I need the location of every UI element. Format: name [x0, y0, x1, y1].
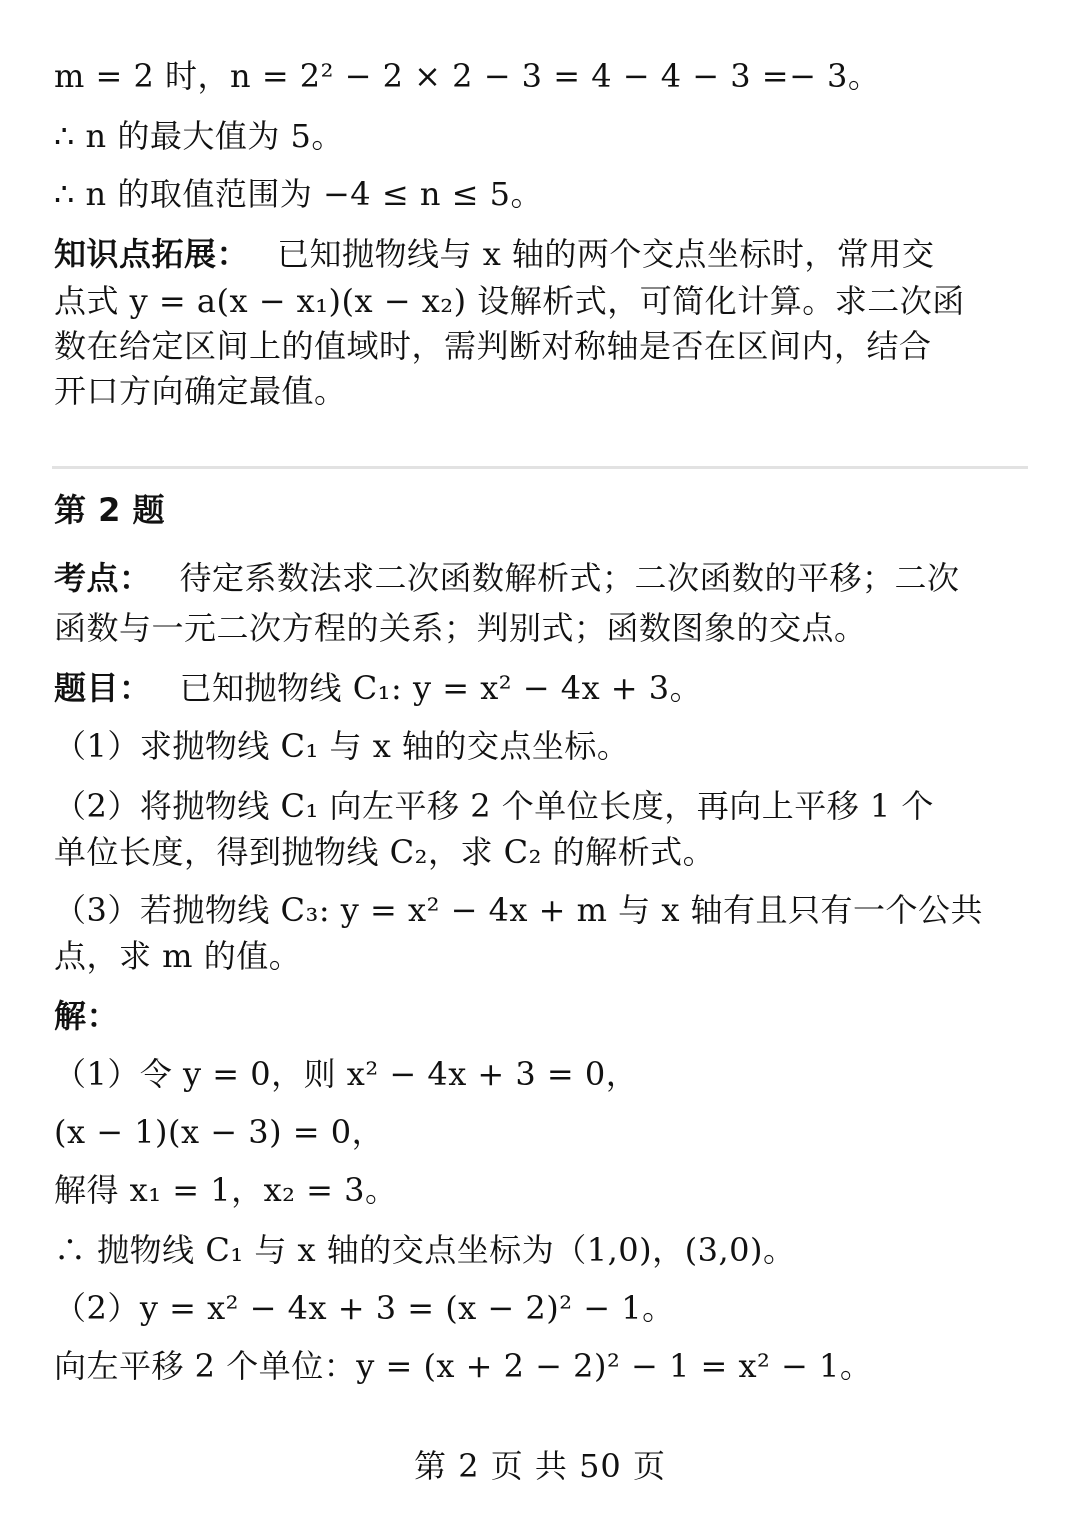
timu-label: 题目： — [54, 669, 152, 707]
question-3-line-2: 点，求 m 的值。 — [54, 937, 302, 975]
solution-label: 解： — [54, 997, 120, 1035]
solution-1-line-4: ∴ 抛物线 C₁ 与 x 轴的交点坐标为（1,0)，(3,0)。 — [54, 1231, 796, 1269]
knowledge-line-1 — [54, 230, 1026, 278]
knowledge-line-2: 点式 y = a(x − x₁)(x − x₂) 设解析式，可简化计算。求二次函 — [54, 282, 965, 320]
section-divider — [52, 466, 1028, 469]
knowledge-line-3: 数在给定区间上的值域时，需判断对称轴是否在区间内，结合 — [54, 327, 932, 365]
timu-line — [54, 664, 1026, 712]
knowledge-line-4: 开口方向确定最值。 — [54, 372, 347, 410]
question-2-line-2: 单位长度，得到抛物线 C₂，求 C₂ 的解析式。 — [54, 833, 716, 871]
prev-solution-line-3: ∴ n 的取值范围为 −4 ≤ n ≤ 5。 — [54, 175, 543, 213]
page-footer: 第 2 页 共 50 页 — [414, 1447, 666, 1485]
prev-solution-line-1: m = 2 时，n = 2² − 2 × 2 − 3 = 4 − 4 − 3 =− 3。 — [54, 57, 881, 95]
timu-text: 已知抛物线 C₁: y = x² − 4x + 3。 — [179, 669, 703, 707]
solution-2-line-1: （2）y = x² − 4x + 3 = (x − 2)² − 1。 — [54, 1289, 675, 1327]
solution-1-line-1: （1）令 y = 0，则 x² − 4x + 3 = 0， — [54, 1055, 639, 1093]
solution-2-line-2: 向左平移 2 个单位：y = (x + 2 − 2)² − 1 = x² − 1。 — [54, 1347, 873, 1385]
solution-1-line-3: 解得 x₁ = 1，x₂ = 3。 — [54, 1171, 398, 1209]
knowledge-label: 知识点拓展： — [54, 235, 250, 273]
problem-heading: 第 2 题 — [54, 491, 166, 529]
knowledge-text-1: 已知抛物线与 x 轴的两个交点坐标时，常用交 — [277, 235, 935, 273]
question-1: （1）求抛物线 C₁ 与 x 轴的交点坐标。 — [54, 727, 630, 765]
question-2-line-1: （2）将抛物线 C₁ 向左平移 2 个单位长度，再向上平移 1 个 — [54, 787, 934, 825]
kaodian-text-1: 待定系数法求二次函数解析式；二次函数的平移；二次 — [179, 559, 960, 597]
kaodian-line-2: 函数与一元二次方程的关系；判别式；函数图象的交点。 — [54, 609, 867, 647]
question-3-line-1: （3）若抛物线 C₃: y = x² − 4x + m 与 x 轴有且只有一个公共 — [54, 891, 984, 929]
kaodian-label: 考点： — [54, 559, 152, 597]
solution-1-line-2: (x − 1)(x − 3) = 0， — [54, 1113, 385, 1151]
kaodian-line-1 — [54, 554, 1026, 602]
prev-solution-line-2: ∴ n 的最大值为 5。 — [54, 117, 344, 155]
